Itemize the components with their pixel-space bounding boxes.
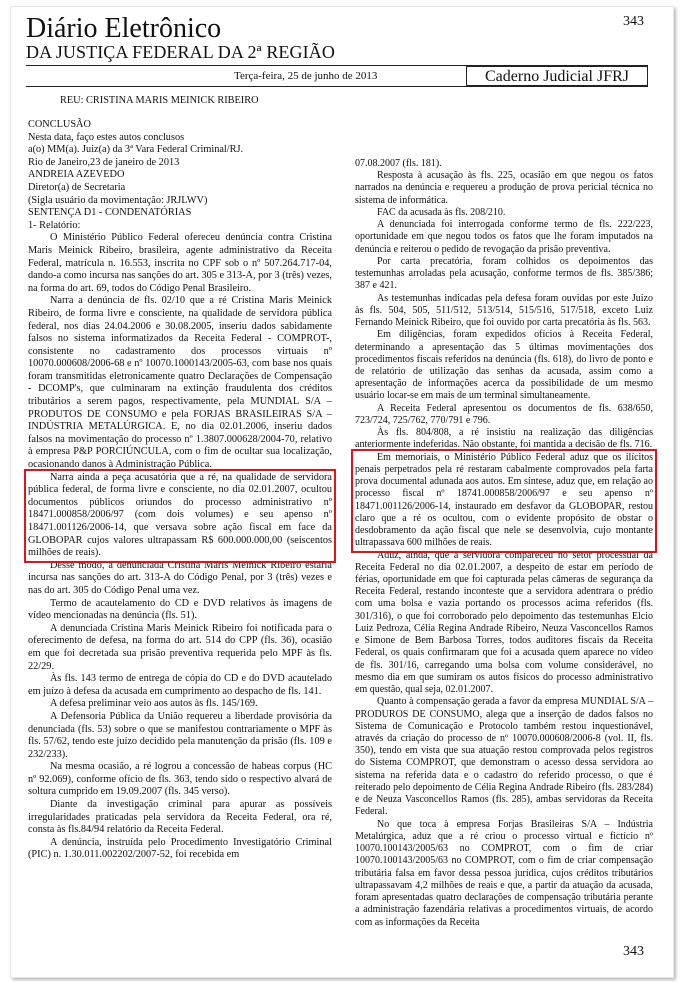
left-paragraph: A denúncia, instruída pelo Procedimento Investigatório Criminal (PIC) n. 1.30.011.002202/2007-52, foi recebida em	[28, 836, 332, 861]
right-paragraph: Em diligências, foram expedidos ofícios à Receita Federal, determinando a apresentação das 5 últimas movimentações dos procedimentos fiscais referidos na denúncia (fls. 618), do livro de ponto e de relatório de utilização das senhas da acusada, assim como a apresentação de informações acerca da possibilidade de um mesmo usuário locar-se em mais de um terminal simultaneamente.	[355, 329, 653, 402]
right-paragraph: Aduz, ainda, que a servidora compareceu no setor processual da Receita Federal no dia 02.01.2007, a despeito de estar em período de férias, oportunidade em que foi capturada pelas câmeras de segurança da Receita Federal, restando inconteste que a servidora adentrara o prédio com uma bolsa e vazia portando os processos acima referidos (fls. 301/316), o que foi corroborado pelo depoimento das testemunhas Elcio Luiz Pedroza, Célia Regina Andrade Ribeiro, Neuza Vasconcellos Ramos e Simone de Bem Barbosa Torres, todos auditores fiscais da Receita Federal, os quais confirmaram que foi a acusada quem aparece no vídeo de fls. 301/16, carregando uma bolsa com volume considerável, no mesmo dia em que sumiram os autos físicos do processo administrativo em questão, qual seja, 02.01.2007.	[355, 549, 653, 696]
right-paragraph: Às fls. 804/808, a ré insistiu na realização das diligências anteriormente indeferidas. Não obstante, foi mantida a decisão de fls. 716.	[355, 427, 653, 451]
left-paragraph: Termo de acautelamento do CD e DVD relativos às imagens de vídeo mencionadas na denúncia (fls. 51).	[28, 597, 332, 622]
right-paragraph: Resposta à acusação às fls. 225, ocasião em que negou os fatos narrados na denúncia e requereu a produção de prova pericial técnica no sistema de informática.	[355, 170, 653, 206]
header-rule-bottom	[26, 86, 648, 87]
right-paragraph: 07.08.2007 (fls. 181).	[355, 158, 442, 169]
left-paragraph: Na mesma ocasião, a ré logrou a concessão de habeas corpus (HC nº 92.069), conforme ofício de fls. 363, tendo sido o respectivo alvará de soltura cumprido em 19.09.2007 (fls. 345 verso).	[28, 761, 332, 798]
right-paragraph: No que toca à empresa Forjas Brasileiras S/A – Indústria Metalúrgica, aduz que a ré criou o processo virtual e fictício nº 10070.100143/2005/63 no COMPROT, com o fim de criar 10070.100143/2005/63 no COMPROT, com o fim de criar compensação tributária falsa em favor dessa pessoa jurídica, cujos créditos tributários ultrapassavam 4,2 milhões de reais e que, a partir da atuação da acusada, foram apresentadas quatro declarações de compensação tributária perante a administração fazendária relativas a procedimentos virtuais, de acordo com as informações da Receita	[355, 818, 653, 928]
page-number-top: 343	[623, 14, 644, 29]
left-paragraph: (Sigla usuário da movimentação: JRJLWV)	[28, 194, 208, 206]
left-paragraph: A Defensoria Pública da União requereu a liberdade provisória da denunciada (fls. 53) sobre o que se manifestou contrariamente o MPF às fls. 57/62, tendo este juízo decidido pela manutenção da prisão (fls. 109 e 232/233).	[28, 710, 332, 760]
reu-line: REU: CRISTINA MARIS MEINICK RIBEIRO	[60, 95, 259, 106]
page-number-bottom: 343	[623, 944, 644, 959]
right-paragraph: As testemunhas indicadas pela defesa foram ouvidas por este Juízo às fls. 504, 505, 511/512, 513/514, 515/516, 517/518, exceto Luiz Fernando Meinick Ribeiro, que foi ouvido por carta precatória às fls. 563.	[355, 292, 653, 329]
right-paragraph: FAC da acusada às fls. 208/210.	[377, 206, 506, 218]
journal-subtitle: DA JUSTIÇA FEDERAL DA 2ª REGIÃO	[26, 42, 335, 62]
highlight-box-left	[24, 469, 336, 563]
left-paragraph: A defesa preliminar veio aos autos às fls. 145/169.	[50, 698, 258, 710]
journal-title: Diário Eletrônico	[26, 13, 222, 44]
left-paragraph: Diretor(a) de Secretaria	[28, 181, 126, 193]
left-paragraph: 1- Relatório:	[28, 219, 81, 231]
left-paragraph: CONCLUSÃO	[28, 119, 91, 130]
left-paragraph: Narra ainda a peça acusatória que a ré, na qualidade de servidora pública federal, de forma livre e consciente, no dia 02.01.2007, ocultou documentos públicos oriundos do processo administrativo nº 18471.000858/2006/97 (com dois volumes) e seu apenso nº 18471.001126/2006-14, que versava sobre ação fiscal em face da GLOBOPAR cujos valores ultrapassam R$ 600.000.000,00 (seiscentos milhões de reais).	[28, 471, 332, 559]
left-paragraph: Às fls. 143 termo de entrega de cópia do CD e do DVD acautelado em juízo à defesa da acusada em cumprimento ao despacho de fls. 141.	[28, 673, 332, 697]
left-paragraph: SENTENÇA D1 - CONDENATÓRIAS	[28, 207, 192, 219]
highlight-box-right	[351, 449, 657, 553]
left-paragraph: a(o) MM(a). Juiz(a) da 3ª Vara Federal Criminal/RJ.	[28, 144, 244, 156]
left-paragraph: Nesta data, faço estes autos conclusos	[28, 131, 185, 143]
left-paragraph: Diante da investigação criminal para apurar as possíveis irregularidades praticadas pela servidora da Receita Federal, ora ré, consta às fls.84/94 relatório da Receita Federal.	[28, 799, 332, 836]
right-paragraph: A Receita Federal apresentou os documentos de fls. 638/650, 723/724, 725/762, 770/791 e 796.	[355, 402, 653, 426]
left-paragraph: ANDREIA AZEVEDO	[28, 169, 125, 181]
issue-date: Terça-feira, 25 de junho de 2013	[234, 70, 378, 82]
left-paragraph: Rio de Janeiro,23 de janeiro de 2013	[28, 156, 180, 168]
section-label: Caderno Judicial JFRJ	[466, 66, 648, 86]
right-paragraph: A denunciada foi interrogada conforme termo de fls. 222/223, oportunidade em que negou todos os fatos que lhe foram imputados na denúncia e reiterou o pedido de revogação da prisão preventiva.	[355, 219, 653, 255]
left-paragraph: Desse modo, a denunciada Cristina Maris Meinick Ribeiro estaria incursa nas sanções do art. 313-A do Código Penal, por 3 (três) vezes e nas do art. 305 do Código Penal uma vez.	[28, 559, 332, 596]
right-paragraph: Por carta precatória, foram colhidos os depoimentos das testemunhas arroladas pela acusação, conforme termos de fls. 385/386; 387 e 421.	[355, 255, 653, 292]
right-paragraph: Em memoriais, o Ministério Público Federal aduz que os ilícitos penais perpetrados pela ré restaram cabalmente comprovados pela farta prova documental adunada aos autos. Em síntese, aduz que, em relação ao processo fiscal nº 18741.000858/2006/97 e seu apenso nº 18471.001126/2006-14, instaurado em desfavor da GLOBOPAR, restou claro que a ré os ocultou, com o evidente propósito de obstar o desdobramento da ação fiscal que nele se desenvolvia, cujo montante ultrapassava 600 milhões de reais.	[355, 451, 653, 549]
right-paragraph: Quanto à compensação gerada a favor da empresa MUNDIAL S/A – PRODUROS DE CONSUMO, alega que a inserção de dados falsos no Sistema de Comunicação e Protocolo também restou inquestionável, através da criação do processo de nº 10070.000608/2006-8 (vol. II, fls. 350), tendo em vista que sua atuação restou comprovada pelos registros do Sistema COMPROT, que demonstram o acesso dessa servidora ao sistema na referida data e o cadastro do referido processo, o que é reiterado pelo depoimento de Célia Regina Andrade Ribeiro (fls. 283/284) e de Neuza Vasconcellos Ramos (fls. 285), ambas servidoras da Receita Federal.	[355, 696, 653, 818]
left-paragraph: O Ministério Público Federal ofereceu denúncia contra Cristina Maris Meinick Ribeiro, brasileira, agente administrativo da Receita Federal, matrícula n. 16.553, inscrita no CPF sob o nº 507.264.717-04, dando-a como incursa nas sanções do art. 305 e 313-A, por 3 (três) vezes, na forma do art. 69, todos do Código Penal Brasileiro.	[28, 232, 332, 294]
left-paragraph: Narra a denúncia de fls. 02/10 que a ré Cristina Maris Meinick Ribeiro, de forma livre e consciente, na qualidade de servidora pública federal, nos dias 24.04.2006 e 30.08.2005, inseriu dados sabidamente falsos no sistema informatizados da Receita Federal - COMPROT-, consistente no cadastramento dos processos virtuais nº 10070.000608/2006-68 e nº 10070.1000143/2005-63, com base nos quais foram transmitidas eletronicamente quatro Declarações de Compensação - DCOMP's, que culminaram na extinção fraudulenta dos créditos tributários a serem pagos, respectivamente, pela MUNDIAL S/A – PRODUTOS DE CONSUMO e pela FORJAS BRASILEIRAS S/A – INDÚSTRIA METALÚRGICA. E, no dia 02.01.2006, inseriu dados falsos na movimentação do processo nº 1.3807.000628/2004-70, relativo à empresa P&P PORCIÚNCULA, com o fim de ocultar sua localização, ocasionando danos à Administração Pública.	[28, 295, 332, 471]
left-paragraph: A denunciada Cristina Maris Meinick Ribeiro foi notificada para o oferecimento de defesa, na forma do art. 514 do CPP (fls. 36), ocasião em que foi decretada sua prisão preventiva requerida pelo MPF às fls. 22/29.	[28, 622, 332, 672]
